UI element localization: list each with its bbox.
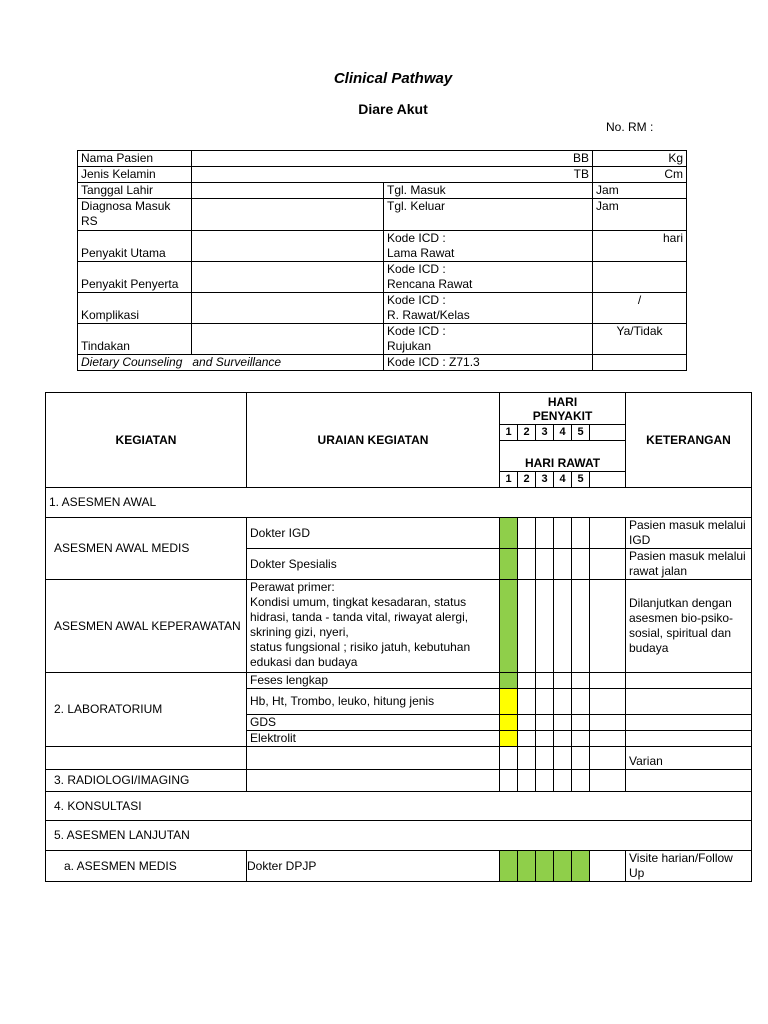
day-cell-green — [500, 518, 518, 549]
label-laboratorium: 2. LABORATORIUM — [46, 673, 247, 747]
day-cell — [500, 747, 518, 770]
day-blank — [590, 472, 626, 488]
day-cell — [518, 715, 536, 731]
label-jenis-kelamin: Jenis Kelamin — [78, 167, 192, 183]
day-number: 2 — [518, 472, 536, 488]
day-number: 4 — [554, 425, 572, 441]
day-cell-yellow — [500, 731, 518, 747]
day-cell — [554, 747, 572, 770]
day-cell — [536, 747, 554, 770]
label-penyakit-penyerta: Penyakit Penyerta — [78, 262, 192, 293]
ket-empty — [626, 715, 752, 731]
day-cell-green — [500, 549, 518, 580]
label-tgl-masuk: Tgl. Masuk — [384, 183, 593, 199]
unit-cm: Cm — [593, 167, 687, 183]
day-number: 1 — [500, 472, 518, 488]
section-row — [46, 488, 752, 518]
day-cell — [572, 770, 590, 792]
day-cell-green — [572, 851, 590, 882]
ket-empty — [626, 689, 752, 715]
header-hari-penyakit: HARI PENYAKIT — [500, 393, 626, 425]
ket-varian: Varian — [626, 747, 752, 770]
section-konsultasi: 4. KONSULTASI — [46, 792, 752, 821]
table-row — [78, 231, 687, 262]
section-asesmen-awal: 1. ASESMEN AWAL — [46, 488, 752, 518]
day-cell — [536, 549, 554, 580]
icd-rencana-rawat — [384, 262, 593, 293]
day-blank — [590, 425, 626, 441]
lab-item: Hb, Ht, Trombo, leuko, hitung jenis — [247, 689, 500, 715]
day-cell — [572, 673, 590, 689]
uraian-empty — [247, 770, 500, 792]
table-row — [78, 167, 687, 183]
table-row — [46, 747, 752, 770]
uraian-empty — [247, 747, 500, 770]
day-cell-green — [500, 673, 518, 689]
kegiatan-empty — [46, 747, 247, 770]
label-asesmen-awal-keperawatan: ASESMEN AWAL KEPERAWATAN — [46, 580, 247, 673]
day-cell — [518, 549, 536, 580]
value-diagnosa — [192, 199, 384, 231]
table-row — [46, 393, 752, 425]
icd-rujukan — [384, 324, 593, 355]
day-cell-green — [518, 851, 536, 882]
label-tanggal-lahir: Tanggal Lahir — [78, 183, 192, 199]
lab-item: Feses lengkap — [247, 673, 500, 689]
ket-dpjp: Visite harian/Follow Up — [626, 851, 752, 882]
day-cell — [536, 731, 554, 747]
day-cell — [572, 747, 590, 770]
unit-kg: Kg — [593, 151, 687, 167]
table-row — [46, 580, 752, 673]
header-hari-rawat: HARI RAWAT — [500, 441, 626, 472]
day-cell — [590, 549, 626, 580]
day-cell — [536, 715, 554, 731]
table-row — [78, 262, 687, 293]
day-cell — [536, 689, 554, 715]
value-empty — [593, 355, 687, 371]
day-cell — [536, 580, 554, 673]
day-number: 3 — [536, 425, 554, 441]
day-cell — [536, 673, 554, 689]
day-cell-green — [536, 851, 554, 882]
table-row — [46, 770, 752, 792]
table-row — [46, 851, 752, 882]
day-number: 1 — [500, 425, 518, 441]
clinical-pathway-table — [45, 392, 752, 882]
page-subtitle: Diare Akut — [358, 101, 428, 117]
day-cell — [590, 770, 626, 792]
uraian-dokter-dpjp: Dokter DPJP — [247, 851, 500, 882]
day-cell — [590, 715, 626, 731]
day-cell — [554, 518, 572, 549]
label-asesmen-awal-medis: ASESMEN AWAL MEDIS — [46, 518, 247, 580]
day-number: 4 — [554, 472, 572, 488]
label-rencana-rawat: Rencana Rawat — [387, 277, 473, 291]
day-cell — [500, 770, 518, 792]
table-row — [78, 199, 687, 231]
uraian-dokter-spesialis: Dokter Spesialis — [247, 549, 500, 580]
day-cell — [518, 580, 536, 673]
day-cell — [590, 518, 626, 549]
value-tindakan — [192, 324, 384, 355]
label-kode-icd: Kode ICD : — [387, 262, 446, 276]
day-cell — [518, 770, 536, 792]
label-kode-icd: Kode ICD : — [387, 293, 446, 307]
day-cell — [554, 673, 572, 689]
value-ya-tidak: Ya/Tidak — [593, 324, 687, 355]
patient-info-table — [77, 150, 687, 371]
ket-igd: Pasien masuk melalui IGD — [626, 518, 752, 549]
label-radiologi: 3. RADIOLOGI/IMAGING — [46, 770, 247, 792]
day-cell-yellow — [500, 689, 518, 715]
ket-empty — [626, 731, 752, 747]
day-cell — [554, 689, 572, 715]
day-cell — [518, 731, 536, 747]
day-cell — [572, 689, 590, 715]
header-kegiatan: KEGIATAN — [46, 393, 247, 488]
day-cell — [518, 518, 536, 549]
unit-hari: hari — [593, 231, 687, 262]
label-jam: Jam — [593, 199, 687, 231]
value-penyakit-penyerta — [192, 262, 384, 293]
ket-empty — [626, 673, 752, 689]
table-row — [78, 324, 687, 355]
ket-keperawatan: Dilanjutkan dengan asesmen bio-psiko-sosial, spiritual dan budaya — [626, 580, 752, 673]
label-tindakan: Tindakan — [78, 324, 192, 355]
ket-empty — [626, 770, 752, 792]
day-number: 5 — [572, 425, 590, 441]
day-cell — [518, 689, 536, 715]
day-cell-green — [500, 580, 518, 673]
label-nama-pasien: Nama Pasien — [78, 151, 192, 167]
day-cell-green — [500, 851, 518, 882]
day-cell — [590, 851, 626, 882]
day-cell — [572, 549, 590, 580]
icd-lama-rawat — [384, 231, 593, 262]
label-penyakit-utama: Penyakit Utama — [78, 231, 192, 262]
day-cell — [536, 770, 554, 792]
day-cell — [572, 731, 590, 747]
table-row — [78, 151, 687, 167]
table-row — [78, 293, 687, 324]
label-rujukan: Rujukan — [387, 339, 432, 353]
day-cell — [572, 580, 590, 673]
value-slash: / — [593, 293, 687, 324]
table-row — [78, 183, 687, 199]
day-number: 5 — [572, 472, 590, 488]
table-row — [46, 518, 752, 549]
day-number: 2 — [518, 425, 536, 441]
table-row — [78, 355, 687, 371]
day-cell — [590, 673, 626, 689]
day-cell — [590, 731, 626, 747]
label-diagnosa-masuk: Diagnosa Masuk RS — [78, 199, 192, 231]
label-kode-icd: Kode ICD : — [387, 324, 446, 338]
day-cell — [554, 731, 572, 747]
day-cell — [590, 747, 626, 770]
day-cell — [518, 673, 536, 689]
day-cell — [518, 747, 536, 770]
label-kode-icd: Kode ICD : — [387, 231, 446, 245]
value-rencana-rawat — [593, 262, 687, 293]
label-tb: TB — [192, 167, 593, 183]
lab-item: GDS — [247, 715, 500, 731]
day-cell-green — [554, 851, 572, 882]
lab-item: Elektrolit — [247, 731, 500, 747]
header-keterangan: KETERANGAN — [626, 393, 752, 488]
day-cell — [554, 715, 572, 731]
uraian-dokter-igd: Dokter IGD — [247, 518, 500, 549]
value-penyakit-utama — [192, 231, 384, 262]
label-ruang-rawat-kelas: R. Rawat/Kelas — [387, 308, 470, 322]
no-rm-label: No. RM : — [606, 120, 654, 134]
table-row — [46, 673, 752, 689]
section-row — [46, 792, 752, 821]
value-komplikasi — [192, 293, 384, 324]
day-cell — [554, 580, 572, 673]
day-cell — [554, 549, 572, 580]
label-jam: Jam — [593, 183, 687, 199]
day-cell — [536, 518, 554, 549]
value-tanggal-lahir — [192, 183, 384, 199]
day-cell — [572, 518, 590, 549]
page-title: Clinical Pathway — [333, 70, 453, 87]
day-cell-yellow — [500, 715, 518, 731]
label-lama-rawat: Lama Rawat — [387, 246, 455, 260]
uraian-perawat-primer: Perawat primer: Kondisi umum, tingkat kesadaran, status hidrasi, tanda - tanda vital, riwayat alergi, skrining gizi, nyeri, status fungsional ; risiko jatuh, kebutuhan edukasi dan budaya — [247, 580, 500, 673]
label-tgl-keluar: Tgl. Keluar — [384, 199, 593, 231]
day-cell — [590, 580, 626, 673]
label-bb: BB — [192, 151, 593, 167]
label-asesmen-medis: a. ASESMEN MEDIS — [46, 851, 247, 882]
day-cell — [590, 689, 626, 715]
day-cell — [554, 770, 572, 792]
icd-ruang-rawat — [384, 293, 593, 324]
section-asesmen-lanjutan: 5. ASESMEN LANJUTAN — [46, 821, 752, 851]
label-komplikasi: Komplikasi — [78, 293, 192, 324]
label-kode-icd-z713: Kode ICD : Z71.3 — [384, 355, 593, 371]
label-dietary-counseling: Dietary Counseling and Surveillance — [78, 355, 384, 371]
day-cell — [572, 715, 590, 731]
day-number: 3 — [536, 472, 554, 488]
ket-spesialis: Pasien masuk melalui rawat jalan — [626, 549, 752, 580]
section-row — [46, 821, 752, 851]
header-uraian: URAIAN KEGIATAN — [247, 393, 500, 488]
